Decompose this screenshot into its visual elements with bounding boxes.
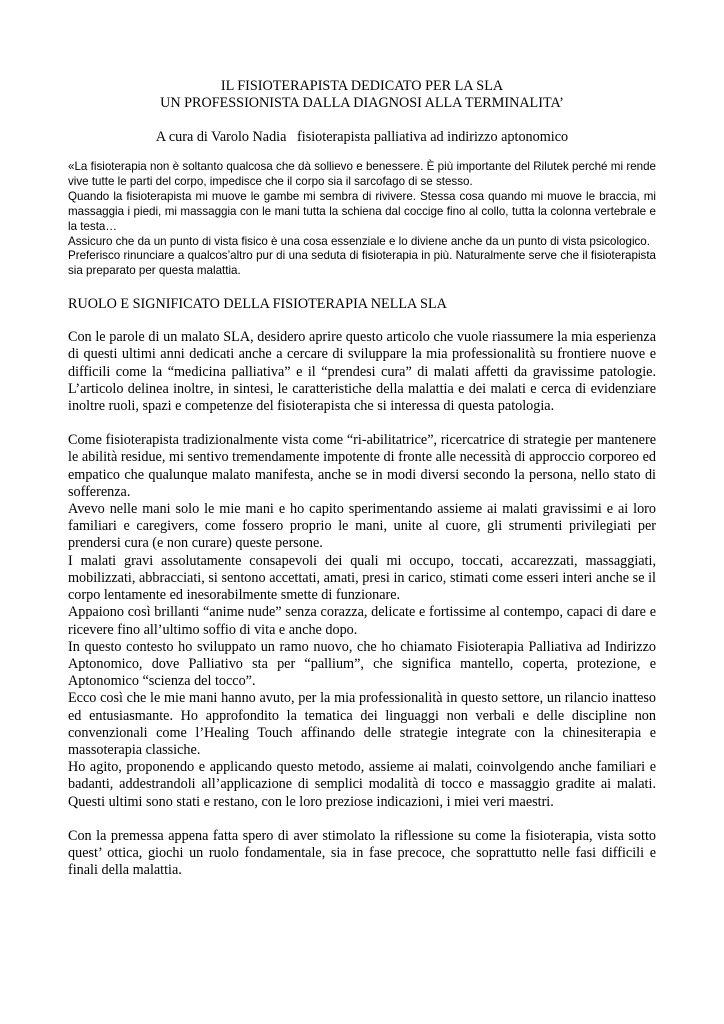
body-paragraph: Appaiono così brillanti “anime nude” senza corazza, delicate e fortissime al contempo, capaci di dare e ricevere fino all’ultimo soffio di vita e anche dopo. xyxy=(68,604,656,638)
body-paragraph: Avevo nelle mani solo le mie mani e ho capito sperimentando assieme ai malati gravissimi e ai loro familiari e caregivers, come fossero proprio le mani, unite al cuore, gli strumenti privilegiati per prendersi cura (e non curare) queste persone. xyxy=(68,501,656,552)
document-title xyxy=(68,78,656,112)
quote-paragraph: «La fisioterapia non è soltanto qualcosa che dà sollievo e benessere. È più importante del Rilutek perché mi rende vive tutte le parti del corpo, impedisce che il corpo sia il sarcofago di se stesso. xyxy=(68,160,656,188)
body-paragraph: Ho agito, proponendo e applicando questo metodo, assieme ai malati, coinvolgendo anche familiari e badanti, addestrandoli all’applicazione di semplici modalità di tocco e massaggio gradite ai malati. Questi ultimi sono stati e restano, con le loro preziose indicazioni, i miei veri maestri. xyxy=(68,759,656,810)
body-paragraph: Con le parole di un malato SLA, desidero aprire questo articolo che vuole riassumere la mia esperienza di questi ultimi anni dedicati anche a cercare di sviluppare la mia professionalità su frontiere nuove e difficili come la “medicina palliativa” e il “prendesi cura” di malati affetti da gravissime patologie. L’articolo delinea inoltre, in sintesi, le caratteristiche della malattia e dei malati e cerca di evidenziare inoltre ruoli, spazi e competenze del fisioterapista che si interessa di questa patologia. xyxy=(68,329,656,415)
body-paragraph: In questo contesto ho sviluppato un ramo nuovo, che ho chiamato Fisioterapia Palliativa ad Indirizzo Aptonomico, dove Palliativo sta per “pallium”, che significa mantello, coperta, protezione, e Aptonomico “scienza del tocco”. xyxy=(68,638,656,690)
body-paragraph: Con la premessa appena fatta spero di aver stimolato la riflessione su come la fisioterapia, vista sotto quest’ ottica, giochi un ruolo fondamentale, sia in fase precoce, che soprattutto nelle fasi difficili e finali della malattia. xyxy=(68,827,656,879)
body-paragraph: Come fisioterapista tradizionalmente vista come “ri-abilitatrice”, ricercatrice di strategie per mantenere le abilità residue, mi sentivo tremendamente impotente di fronte alle necessità di approccio corporeo ed empatico che qualunque malato manifesta, anche se in modi diversi secondo la persona, nello stato di sofferenza. xyxy=(68,432,656,500)
article-body xyxy=(68,329,656,879)
quote-paragraph: Preferisco rinunciare a qualcos’altro pur di una seduta di fisioterapia in più. Naturalmente serve che il fisioterapista sia preparato per questa malattia. xyxy=(68,249,656,278)
section-heading: RUOLO E SIGNIFICATO DELLA FISIOTERAPIA NELLA SLA xyxy=(68,296,447,313)
title-line-2: UN PROFESSIONISTA DALLA DIAGNOSI ALLA TERMINALITA’ xyxy=(160,95,564,111)
quote-paragraph: Assicuro che da un punto di vista fisico è una cosa essenziale e lo diviene anche da un punto di vista psicologico. xyxy=(68,234,650,248)
body-paragraph: I malati gravi assolutamente consapevoli dei quali mi occupo, toccati, accarezzati, massaggiati, mobilizzati, abbracciati, si sentono accettati, amati, presi in carico, stimati come esseri interi anche se il corpo lentamente ed inesorabilmente smette di funzionare. xyxy=(68,552,656,604)
author-line: A cura di Varolo Nadia fisioterapista palliativa ad indirizzo aptonomico xyxy=(155,129,569,145)
quote-paragraph: Quando la fisioterapista mi muove le gambe mi sembra di rivivere. Stessa cosa quando mi muove le braccia, mi massaggia i piedi, mi massaggia con le mani tutta la schiena dal coccige fino al collo, tutta la colonna vertebrale e la testa… xyxy=(68,189,656,233)
patient-quote xyxy=(68,160,656,279)
title-line-1: IL FISIOTERAPISTA DEDICATO PER LA SLA xyxy=(220,78,504,94)
body-paragraph: Ecco così che le mie mani hanno avuto, per la mia professionalità in questo settore, un rilancio inatteso ed entusiasmante. Ho approfondito la tematica dei linguaggi non verbali e delle discipline non convenzionali come l’Healing Touch affinando delle strategie integrate con la chinesiterapia e massoterapia classiche. xyxy=(68,690,656,758)
